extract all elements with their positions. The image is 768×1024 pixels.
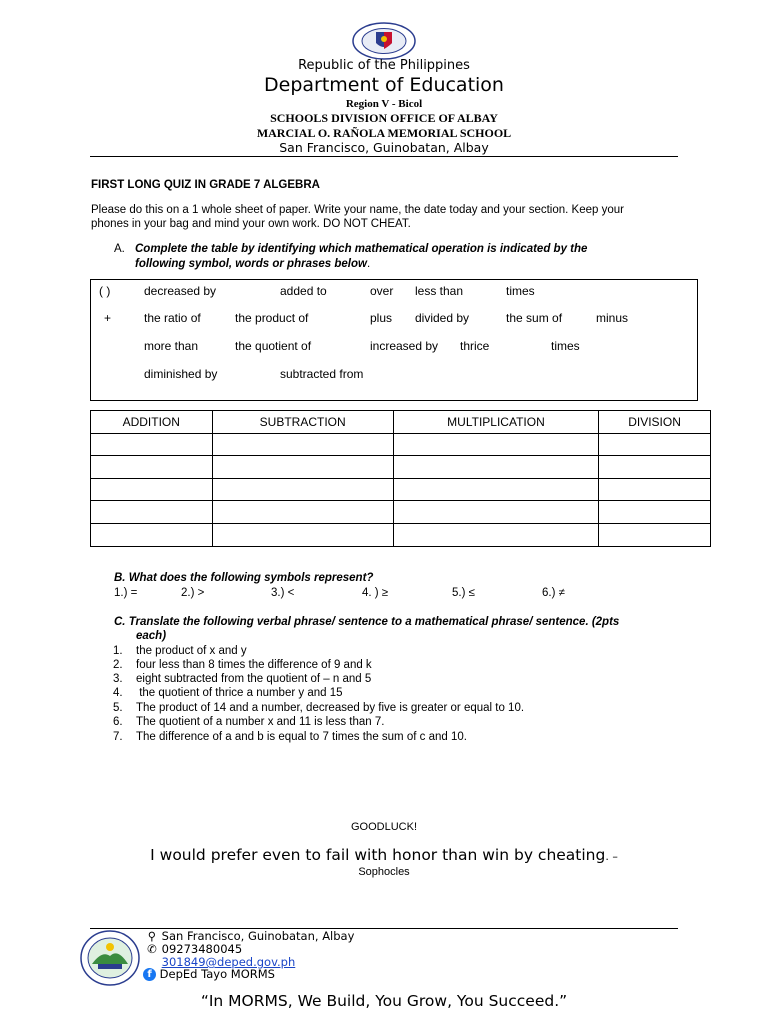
- table-cell: [599, 478, 711, 501]
- symbol-item-2: 2.) >: [181, 587, 205, 599]
- table-cell: [393, 501, 598, 524]
- table-header-row: [91, 411, 711, 434]
- term-added-to: added to: [280, 284, 327, 298]
- table-cell: [599, 523, 711, 546]
- quote-text: I would prefer even to fail with honor than win by cheating: [150, 846, 606, 864]
- republic-line: Republic of the Philippines: [298, 58, 470, 73]
- translation-item-7: The difference of a and b is equal to 7 times the sum of c and 10.: [136, 731, 467, 743]
- table-cell: [393, 433, 598, 456]
- table-cell: [212, 433, 393, 456]
- section-a-letter: A.: [114, 243, 125, 255]
- goodluck-text: GOODLUCK!: [350, 821, 417, 833]
- table-row: [91, 456, 711, 479]
- table-cell: [393, 456, 598, 479]
- section-c-question-2: each): [136, 630, 167, 642]
- header-multiplication: MULTIPLICATION: [393, 411, 598, 434]
- deped-seal-icon: [352, 22, 416, 60]
- division-line: SCHOOLS DIVISION OFFICE OF ALBAY: [270, 111, 498, 125]
- translation-item-2: four less than 8 times the difference of 9 and k: [136, 659, 372, 671]
- quote-author: Sophocles: [358, 866, 410, 878]
- term-divided-by: divided by: [415, 311, 470, 325]
- school-motto: “In MORMS, We Build, You Grow, You Succeed.”: [200, 992, 568, 1010]
- table-cell: [91, 478, 213, 501]
- table-cell: [91, 456, 213, 479]
- table-cell: [212, 523, 393, 546]
- school-name: MARCIAL O. RAÑOLA MEMORIAL SCHOOL: [256, 126, 512, 140]
- table-cell: [393, 523, 598, 546]
- term-ratio-of: the ratio of: [144, 311, 201, 325]
- term-parentheses: ( ): [99, 284, 111, 298]
- term-subtracted-from: subtracted from: [280, 367, 364, 381]
- table-cell: [91, 433, 213, 456]
- translation-item-5: The product of 14 and a number, decreased by five is greater or equal to 10.: [136, 702, 525, 714]
- footer-facebook: DepEd Tayo MORMS: [159, 967, 275, 981]
- instructions-line-1: Please do this on a 1 whole sheet of paper. Write your name, the date today and your section. Keep your: [91, 204, 624, 216]
- term-times: times: [506, 284, 535, 298]
- term-sum-of: the sum of: [506, 311, 563, 325]
- department-title: Department of Education: [264, 74, 504, 96]
- table-row: [91, 478, 711, 501]
- quiz-title: FIRST LONG QUIZ IN GRADE 7 ALGEBRA: [91, 179, 320, 191]
- term-increased-by: increased by: [370, 339, 439, 353]
- term-product-of: the product of: [235, 311, 309, 325]
- header-divider: [90, 156, 678, 157]
- item-number: 6.: [113, 716, 123, 728]
- term-over: over: [370, 284, 394, 298]
- footer-email-link[interactable]: 301849@deped.gov.ph: [161, 955, 296, 969]
- table-cell: [599, 501, 711, 524]
- header-subtraction: SUBTRACTION: [212, 411, 393, 434]
- table-cell: [212, 456, 393, 479]
- term-decreased-by: decreased by: [144, 284, 217, 298]
- table-cell: [393, 478, 598, 501]
- quote-line: [0, 846, 768, 864]
- term-plus: plus: [370, 311, 393, 325]
- phone-icon: ✆: [147, 942, 157, 956]
- table-cell: [212, 478, 393, 501]
- header-division: DIVISION: [599, 411, 711, 434]
- header-addition: ADDITION: [91, 411, 213, 434]
- table-row: [91, 501, 711, 524]
- translation-item-4: the quotient of thrice a number y and 15: [136, 687, 343, 699]
- term-more-than: more than: [144, 339, 199, 353]
- translation-item-6: The quotient of a number x and 11 is less than 7.: [136, 716, 385, 728]
- instructions-line-2: phones in your bag and mind your own work. DO NOT CHEAT.: [91, 218, 411, 230]
- school-address: San Francisco, Guinobatan, Albay: [279, 140, 489, 155]
- symbol-item-3: 3.) <: [271, 587, 295, 599]
- region-line: Region V - Bicol: [345, 98, 423, 110]
- section-c-question-1: C. Translate the following verbal phrase/ sentence to a mathematical phrase/ sentence. (2pts: [114, 616, 620, 628]
- footer-facebook-line: [143, 967, 275, 981]
- term-times-2: times: [551, 339, 580, 353]
- section-a-line-1: Complete the table by identifying which mathematical operation is indicated by the: [135, 243, 588, 255]
- item-number: 4.: [113, 687, 123, 699]
- footer-address-line: [146, 929, 354, 943]
- item-number: 3.: [113, 673, 123, 685]
- table-cell: [212, 501, 393, 524]
- operations-table: [90, 410, 711, 547]
- footer-phone: 09273480045: [161, 942, 243, 956]
- term-minus: minus: [596, 311, 629, 325]
- term-diminished-by: diminished by: [144, 367, 218, 381]
- item-number: 2.: [113, 659, 123, 671]
- term-thrice: thrice: [460, 339, 490, 353]
- symbol-item-4: 4. ) ≥: [362, 587, 389, 599]
- table-cell: [91, 523, 213, 546]
- section-a-period: .: [366, 258, 371, 270]
- school-logo-icon: [80, 930, 140, 986]
- table-row: [91, 523, 711, 546]
- term-plus-sign: +: [104, 311, 112, 325]
- footer-address: San Francisco, Guinobatan, Albay: [161, 929, 355, 943]
- section-a-line-2: [135, 258, 370, 270]
- term-quotient-of: the quotient of: [235, 339, 312, 353]
- term-less-than: less than: [415, 284, 464, 298]
- table-cell: [91, 501, 213, 524]
- translation-item-1: the product of x and y: [136, 645, 247, 657]
- symbol-item-1: 1.) =: [114, 587, 138, 599]
- table-cell: [599, 456, 711, 479]
- facebook-icon: f: [143, 968, 156, 981]
- footer-phone-line: [146, 942, 242, 956]
- location-pin-icon: ⚲: [147, 929, 157, 943]
- quote-suffix: . –: [605, 850, 618, 863]
- table-row: [91, 433, 711, 456]
- item-number: 7.: [113, 731, 123, 743]
- item-number: 5.: [113, 702, 123, 714]
- symbol-item-5: 5.) ≤: [452, 587, 475, 599]
- translation-item-3: eight subtracted from the quotient of – n and 5: [136, 673, 372, 685]
- symbol-item-6: 6.) ≠: [542, 587, 565, 599]
- item-number: 1.: [113, 645, 123, 657]
- table-cell: [599, 433, 711, 456]
- section-b-question: B. What does the following symbols represent?: [114, 572, 374, 584]
- section-a-line-2-text: following symbol, words or phrases below: [135, 258, 367, 270]
